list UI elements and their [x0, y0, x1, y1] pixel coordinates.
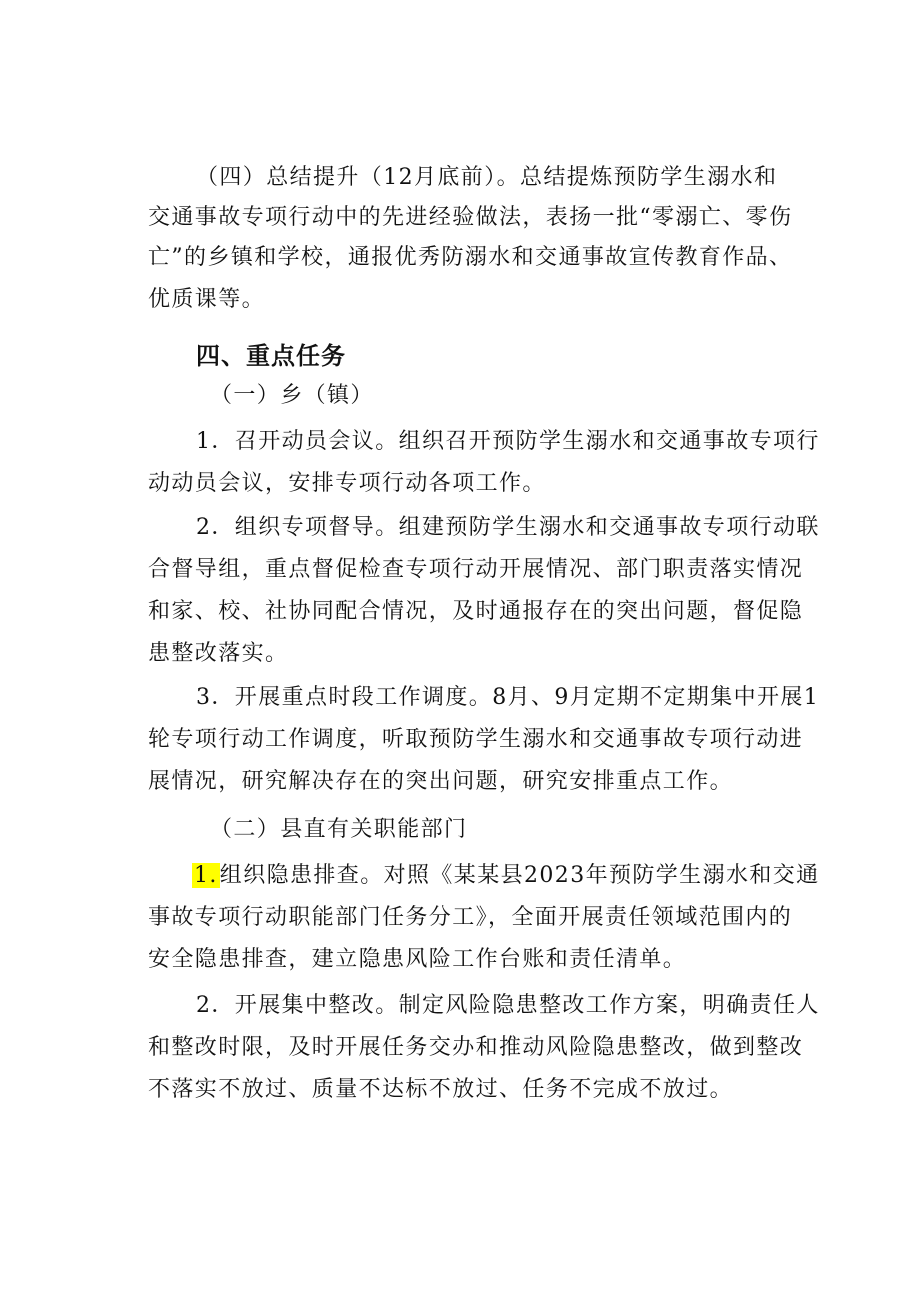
dept-item-2-line-3: 不落实不放过、质量不达标不放过、任务不完成不放过。	[148, 1077, 734, 1102]
summary-line-2: 交通事故专项行动中的先进经验做法，表扬一批“零溺亡、零伤	[148, 205, 793, 230]
item-3-line-1: 3．开展重点时段工作调度。8月、9月定期不定期集中开展1	[196, 685, 820, 710]
highlighted-number: 1.	[194, 863, 218, 888]
heading-key-tasks: 四、重点任务	[196, 342, 346, 370]
dept-item-1-line-1-text: 组织隐患排查。对照《某某县2023年预防学生溺水和交通	[219, 863, 820, 888]
summary-line-4: 优质课等。	[148, 287, 266, 312]
summary-line-3: 亡”的乡镇和学校，通报优秀防溺水和交通事故宣传教育作品、	[148, 245, 793, 270]
dept-item-2-line-1: 2．开展集中整改。制定风险隐患整改工作方案，明确责任人	[196, 993, 820, 1018]
item-2-line-2: 合督导组，重点督促检查专项行动开展情况、部门职责落实情况	[148, 557, 804, 582]
dept-item-1-line-2: 事故专项行动职能部门任务分工》，全面开展责任领域范围内的	[148, 905, 793, 930]
summary-line-1: （四）总结提升（12月底前）。总结提炼预防学生溺水和	[196, 165, 778, 190]
subheading-departments: （二）县直有关职能部门	[210, 817, 468, 842]
item-2-line-1: 2．组织专项督导。组建预防学生溺水和交通事故专项行动联	[196, 515, 820, 540]
dept-item-1-line-1	[192, 858, 820, 889]
subheading-township: （一）乡（镇）	[210, 383, 374, 408]
item-3-line-2: 轮专项行动工作调度，听取预防学生溺水和交通事故专项行动进	[148, 727, 804, 752]
item-2-line-3: 和家、校、社协同配合情况，及时通报存在的突出问题，督促隐	[148, 599, 804, 624]
item-3-line-3: 展情况，研究解决存在的突出问题，研究安排重点工作。	[148, 769, 734, 794]
item-1-line-1: 1．召开动员会议。组织召开预防学生溺水和交通事故专项行	[196, 429, 820, 454]
item-1-line-2: 动动员会议，安排专项行动各项工作。	[148, 471, 546, 496]
dept-item-1-line-3: 安全隐患排查，建立隐患风险工作台账和责任清单。	[148, 947, 687, 972]
dept-item-2-line-2: 和整改时限，及时开展任务交办和推动风险隐患整改，做到整改	[148, 1035, 804, 1060]
item-2-line-4: 患整改落实。	[148, 641, 289, 666]
